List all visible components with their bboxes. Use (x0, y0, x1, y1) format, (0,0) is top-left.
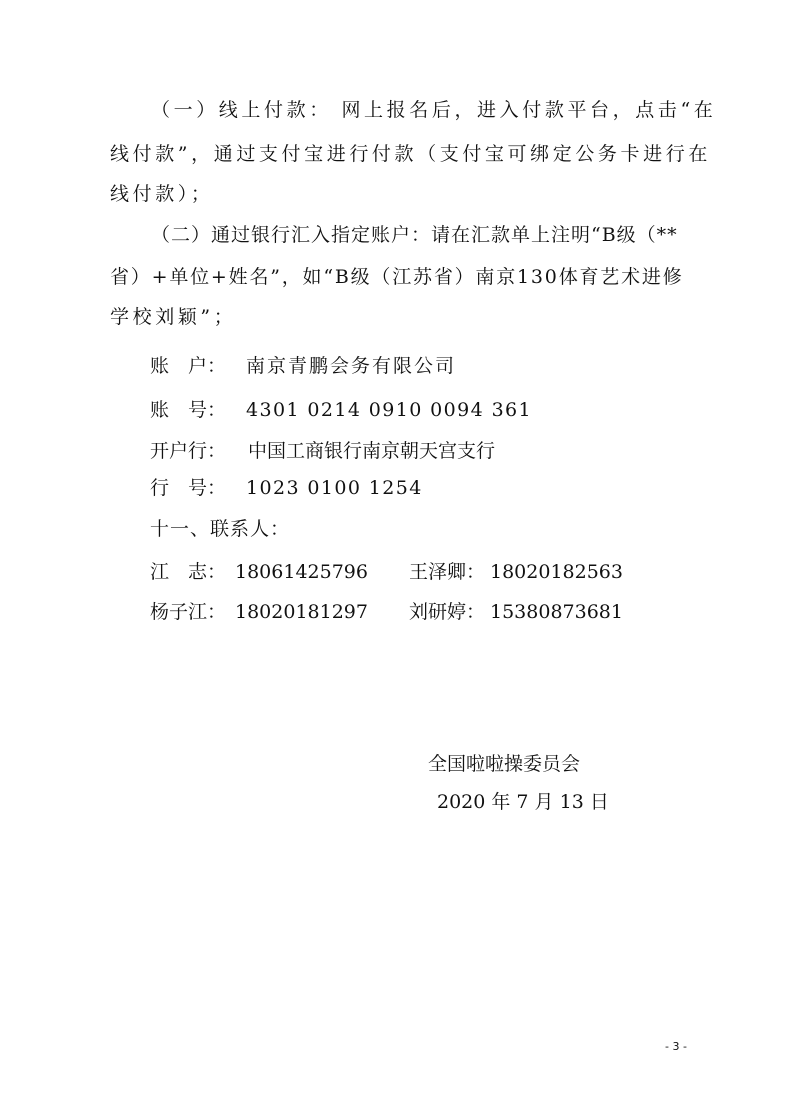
contact-phone: 15380873681 (490, 601, 623, 623)
online-payment-line-3: 线付款）； (110, 183, 214, 205)
contact-name: 刘研婷： (409, 601, 486, 623)
contact-name: 江 志： (150, 561, 227, 583)
bank-transfer-line-2: 省）+单位+姓名”，如“B级（江苏省）南京130体育艺术进修 (110, 266, 684, 288)
contact-phone: 18061425796 (235, 561, 368, 583)
contact-phone: 18020182563 (490, 561, 623, 583)
contact-name: 王泽卿： (409, 561, 486, 583)
page-number: - 3 - (665, 1040, 687, 1053)
issue-date: 2020 年 7 月 13 日 (437, 791, 609, 813)
account-name-label: 账 户： (150, 355, 227, 377)
online-payment-line-1: （一）线上付款： 网上报名后，进入付款平台，点击“在 (151, 99, 717, 121)
online-payment-line-2: 线付款”，通过支付宝进行付款（支付宝可绑定公务卡进行在 (110, 143, 711, 165)
bank-code-label: 行 号： (150, 477, 227, 499)
account-name-value: 南京青鹏会务有限公司 (246, 355, 457, 377)
bank-branch-label: 开户行： (150, 440, 227, 462)
account-number-value: 4301 0214 0910 0094 361 (246, 399, 533, 421)
bank-transfer-line-3: 学校刘颖”； (110, 306, 237, 328)
account-number-label: 账 号： (150, 399, 227, 421)
contact-name: 杨子江： (150, 601, 227, 623)
contact-phone: 18020181297 (235, 601, 368, 623)
issuing-organization: 全国啦啦操委员会 (428, 753, 581, 775)
bank-branch-value: 中国工商银行南京朝天宫支行 (248, 440, 496, 462)
bank-transfer-line-1: （二）通过银行汇入指定账户：请在汇款单上注明“B级（** (151, 224, 678, 246)
bank-code-value: 1023 0100 1254 (246, 477, 423, 499)
contacts-heading: 十一、联系人： (150, 518, 291, 540)
